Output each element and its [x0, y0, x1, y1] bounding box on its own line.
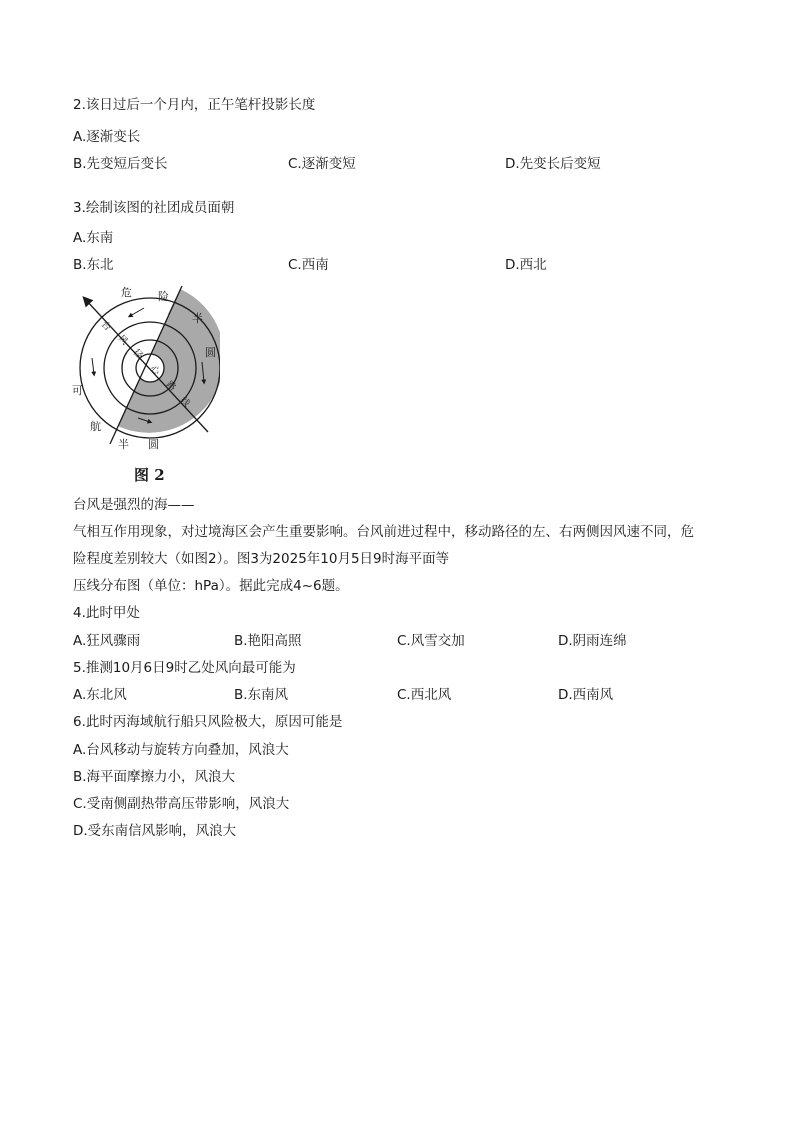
label-ke: 可 — [72, 384, 83, 397]
label-wei: 危 — [121, 286, 132, 299]
question-4-stem: 4.此时甲处 — [73, 605, 140, 621]
question-2-option-c: C.逐渐变短 — [288, 156, 356, 172]
typhoon-diagram — [70, 284, 220, 484]
circulation-arrow-left — [92, 358, 94, 374]
question-3-stem: 3.绘制该图的社团成员面朝 — [73, 200, 235, 216]
question-2-option-b: B.先变短后变长 — [73, 156, 168, 172]
question-2-stem: 2.该日过后一个月内，正午笔杆投影长度 — [73, 97, 316, 113]
label-yuan-bottom: 圆 — [148, 438, 159, 451]
passage-line-4: 压线分布图（单位：hPa）。据此完成4~6题。 — [73, 578, 349, 594]
question-2-option-d: D.先变长后变短 — [505, 156, 601, 172]
question-4-option-b: B.艳阳高照 — [234, 633, 302, 649]
figure-caption: 图 2 — [134, 466, 165, 484]
passage-line-2: 气相互作用现象，对过境海区会产生重要影响。台风前进过程中，移动路径的左、右两侧因风速不同，危 — [73, 524, 694, 540]
label-ban-top: 半 — [192, 312, 203, 325]
question-6-option-c: C.受南侧副热带高压带影响，风浪大 — [73, 796, 290, 812]
label-xian: 险 — [158, 290, 169, 303]
question-5-option-b: B.东南风 — [234, 687, 289, 703]
label-ban-bottom: 半 — [118, 438, 129, 451]
question-5-stem: 5.推测10月6日9时乙处风向最可能为 — [73, 660, 296, 676]
circulation-arrow-top — [130, 308, 144, 316]
label-ring-xin: 心 — [147, 363, 162, 378]
question-3-option-a: A.东南 — [73, 230, 114, 246]
question-5-option-c: C.西北风 — [397, 687, 452, 703]
question-6-stem: 6.此时丙海域航行船只风险极大，原因可能是 — [73, 714, 343, 730]
question-4-option-c: C.风雪交加 — [397, 633, 465, 649]
label-ring-jing: 径 — [130, 347, 145, 362]
label-hang: 航 — [90, 420, 101, 433]
passage-line-3: 险程度差别较大（如图2）。图3为2025年10月5日9时海平面等 — [73, 551, 450, 567]
passage-line-1: 台风是强烈的海—— — [73, 497, 195, 513]
typhoon-semicircle-figure — [70, 284, 220, 484]
question-3-option-b: B.东北 — [73, 257, 114, 273]
question-5-option-a: A.东北风 — [73, 687, 127, 703]
label-ring-tai: 台 — [98, 319, 113, 334]
question-2-option-a: A.逐渐变长 — [73, 129, 141, 145]
question-3-option-c: C.西南 — [288, 257, 329, 273]
label-yuan-right: 圆 — [205, 346, 216, 359]
label-ring-xian: 线 — [177, 395, 192, 410]
question-6-option-a: A.台风移动与旋转方向叠加，风浪大 — [73, 742, 289, 758]
question-3-option-d: D.西北 — [505, 257, 547, 273]
question-6-option-d: D.受东南信风影响，风浪大 — [73, 823, 237, 839]
question-4-option-a: A.狂风骤雨 — [73, 633, 141, 649]
question-5-option-d: D.西南风 — [558, 687, 614, 703]
question-6-option-b: B.海平面摩擦力小，风浪大 — [73, 769, 236, 785]
label-ring-feng: 风 — [115, 333, 130, 348]
question-4-option-d: D.阴雨连绵 — [558, 633, 627, 649]
label-ring-lu: 路 — [163, 379, 178, 394]
